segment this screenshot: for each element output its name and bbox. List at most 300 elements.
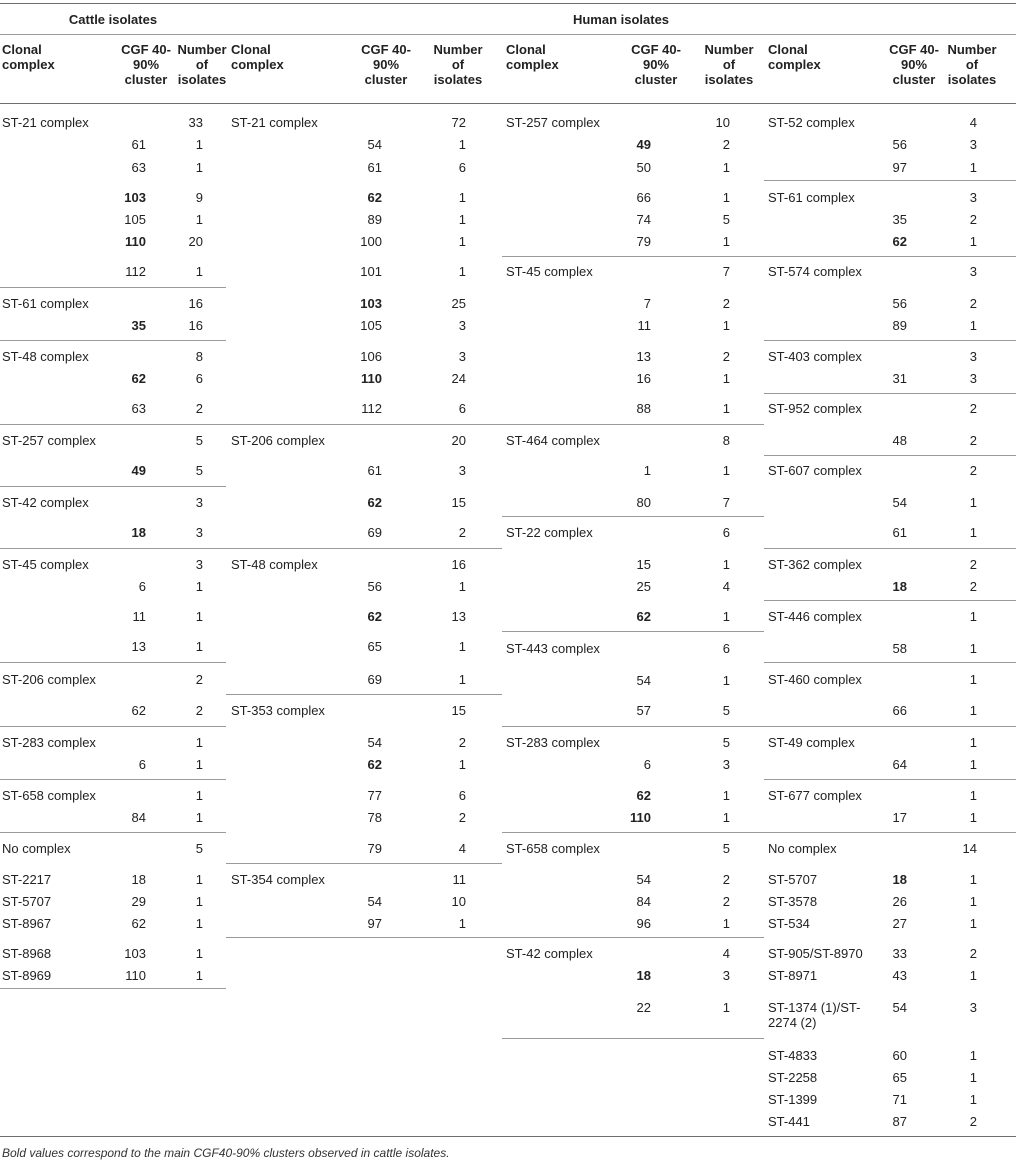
group-title-human: Human isolates bbox=[572, 12, 670, 27]
complex-total-count: 33 bbox=[188, 115, 203, 130]
clonal-complex-label: No complex bbox=[2, 841, 71, 856]
cgf-cluster-value: 62 bbox=[636, 609, 651, 624]
header-clonal-complex: Clonal complex bbox=[2, 42, 55, 72]
cgf-cluster-value: 61 bbox=[367, 463, 382, 478]
row-separator bbox=[502, 937, 764, 938]
isolate-count-value: 2 bbox=[969, 212, 977, 227]
header-number-of-isolates: Number of isolates bbox=[177, 42, 227, 87]
row-separator bbox=[0, 424, 226, 425]
complex-total-count: 4 bbox=[722, 946, 730, 961]
header-number-of-isolates: Number of isolates bbox=[704, 42, 754, 87]
isolate-count-value: 1 bbox=[458, 264, 466, 279]
isolate-count-value: 2 bbox=[722, 137, 730, 152]
isolate-count-value: 3 bbox=[458, 463, 466, 478]
clonal-complex-label: ST-61 complex bbox=[768, 190, 855, 205]
clonal-complex-label: ST-48 complex bbox=[2, 349, 89, 364]
cgf-cluster-value: 26 bbox=[892, 894, 907, 909]
clonal-complex-label: ST-607 complex bbox=[768, 463, 862, 478]
clonal-complex-label: ST-952 complex bbox=[768, 401, 862, 416]
complex-total-count: 6 bbox=[722, 525, 730, 540]
cgf-cluster-value: 18 bbox=[636, 968, 651, 983]
row-separator bbox=[502, 631, 764, 632]
complex-total-count: 8 bbox=[722, 433, 730, 448]
cgf-cluster-value: 58 bbox=[892, 641, 907, 656]
cgf-cluster-value: 62 bbox=[367, 495, 382, 510]
isolate-count-value: 25 bbox=[451, 296, 466, 311]
isolate-count-value: 2 bbox=[969, 296, 977, 311]
complex-total-count: 72 bbox=[451, 115, 466, 130]
cgf-cluster-value: 64 bbox=[892, 757, 907, 772]
cgf-cluster-value: 97 bbox=[892, 160, 907, 175]
cgf-cluster-value: 77 bbox=[367, 788, 382, 803]
isolate-count-value: 1 bbox=[195, 639, 203, 654]
clonal-complex-label: ST-22 complex bbox=[506, 525, 593, 540]
row-separator bbox=[502, 424, 764, 425]
cgf-cluster-value: 110 bbox=[361, 371, 382, 386]
cgf-cluster-value: 112 bbox=[361, 401, 382, 416]
isolate-count-value: 2 bbox=[195, 703, 203, 718]
clonal-complex-label: ST-443 complex bbox=[506, 641, 600, 656]
cgf-cluster-value: 31 bbox=[892, 371, 907, 386]
cgf-cluster-value: 62 bbox=[131, 703, 146, 718]
table-bottom-rule bbox=[0, 1136, 1016, 1137]
cgf-cluster-value: 105 bbox=[360, 318, 382, 333]
isolate-count-value: 1 bbox=[969, 872, 977, 887]
isolate-count-value: 3 bbox=[969, 371, 977, 386]
sequence-type-label: ST-905/ST-8970 bbox=[768, 946, 863, 961]
table-top-rule bbox=[0, 3, 1016, 4]
cgf-cluster-value: 49 bbox=[131, 463, 146, 478]
header-number-of-isolates: Number of isolates bbox=[947, 42, 997, 87]
row-separator bbox=[502, 726, 764, 727]
complex-total-count: 8 bbox=[195, 349, 203, 364]
header-cgf-cluster: CGF 40-90% cluster bbox=[889, 42, 939, 87]
cgf-cluster-value: 66 bbox=[892, 703, 907, 718]
isolate-count-value: 1 bbox=[458, 212, 466, 227]
clonal-complex-label: ST-283 complex bbox=[506, 735, 600, 750]
isolate-count-value: 6 bbox=[458, 160, 466, 175]
row-separator bbox=[764, 832, 1016, 833]
row-separator bbox=[764, 180, 1016, 181]
complex-total-count: 1 bbox=[195, 735, 203, 750]
isolate-count-value: 2 bbox=[722, 894, 730, 909]
cgf-cluster-value: 11 bbox=[132, 609, 146, 624]
isolate-count-value: 1 bbox=[458, 579, 466, 594]
header-clonal-complex: Clonal complex bbox=[231, 42, 284, 72]
clonal-complex-label: ST-353 complex bbox=[231, 703, 325, 718]
cgf-cluster-value: 54 bbox=[367, 137, 382, 152]
row-separator bbox=[764, 726, 1016, 727]
clonal-complex-label: ST-464 complex bbox=[506, 433, 600, 448]
isolate-count-value: 1 bbox=[722, 371, 730, 386]
cgf-cluster-value: 15 bbox=[636, 557, 651, 572]
clonal-complex-label: ST-658 complex bbox=[506, 841, 600, 856]
isolate-count-value: 1 bbox=[458, 672, 466, 687]
cgf-cluster-value: 22 bbox=[636, 1000, 651, 1015]
cgf-cluster-value: 62 bbox=[367, 190, 382, 205]
row-separator bbox=[226, 694, 502, 695]
isolate-count-value: 1 bbox=[969, 757, 977, 772]
isolate-count-value: 1 bbox=[195, 579, 203, 594]
cgf-cluster-value: 65 bbox=[892, 1070, 907, 1085]
isolate-count-value: 1 bbox=[195, 137, 203, 152]
cgf-cluster-value: 78 bbox=[367, 810, 382, 825]
isolate-count-value: 6 bbox=[458, 788, 466, 803]
isolate-count-value: 1 bbox=[722, 401, 730, 416]
isolate-count-value: 6 bbox=[458, 401, 466, 416]
cgf-cluster-value: 11 bbox=[637, 318, 651, 333]
header-cgf-cluster: CGF 40-90% cluster bbox=[631, 42, 681, 87]
cgf-cluster-value: 63 bbox=[131, 160, 146, 175]
cgf-cluster-value: 13 bbox=[131, 639, 146, 654]
complex-total-count: 2 bbox=[195, 672, 203, 687]
sequence-type-label: ST-2258 bbox=[768, 1070, 818, 1085]
clonal-complex-label: ST-49 complex bbox=[768, 735, 855, 750]
row-separator bbox=[0, 779, 226, 780]
cgf-cluster-value: 62 bbox=[131, 916, 146, 931]
cgf-cluster-value: 56 bbox=[367, 579, 382, 594]
cgf-cluster-value: 110 bbox=[125, 968, 146, 983]
complex-total-count: 5 bbox=[195, 841, 203, 856]
cgf-cluster-value: 103 bbox=[360, 296, 382, 311]
clonal-complex-label: ST-52 complex bbox=[768, 115, 855, 130]
isolate-count-value: 1 bbox=[195, 894, 203, 909]
isolate-count-value: 1 bbox=[969, 495, 977, 510]
complex-total-count: 2 bbox=[969, 401, 977, 416]
cgf-cluster-value: 100 bbox=[360, 234, 382, 249]
cgf-cluster-value: 103 bbox=[124, 946, 146, 961]
row-separator bbox=[0, 486, 226, 487]
cgf-cluster-value: 69 bbox=[367, 525, 382, 540]
complex-total-count: 16 bbox=[451, 557, 466, 572]
sequence-type-label: ST-5707 bbox=[768, 872, 818, 887]
isolate-count-value: 2 bbox=[722, 349, 730, 364]
human-group-rule bbox=[226, 34, 1016, 35]
isolate-count-value: 1 bbox=[722, 318, 730, 333]
isolate-count-value: 3 bbox=[722, 968, 730, 983]
cgf-cluster-value: 110 bbox=[125, 234, 146, 249]
row-separator bbox=[226, 548, 502, 549]
isolate-count-value: 1 bbox=[458, 639, 466, 654]
cgf-cluster-value: 61 bbox=[892, 525, 907, 540]
complex-total-count: 5 bbox=[722, 841, 730, 856]
isolate-count-value: 1 bbox=[722, 463, 730, 478]
cgf-cluster-value: 66 bbox=[636, 190, 651, 205]
cgf-cluster-value: 18 bbox=[131, 872, 146, 887]
isolate-count-value: 20 bbox=[188, 234, 203, 249]
clonal-complex-label: ST-362 complex bbox=[768, 557, 862, 572]
clonal-complex-label: ST-42 complex bbox=[506, 946, 593, 961]
row-separator bbox=[226, 863, 502, 864]
complex-total-count: 1 bbox=[969, 672, 977, 687]
complex-total-count: 4 bbox=[969, 115, 977, 130]
row-separator bbox=[764, 340, 1016, 341]
complex-total-count: 5 bbox=[195, 433, 203, 448]
cgf-cluster-value: 74 bbox=[636, 212, 651, 227]
sequence-type-label: ST-8967 bbox=[2, 916, 52, 931]
isolate-count-value: 5 bbox=[195, 463, 203, 478]
complex-total-count: 3 bbox=[195, 557, 203, 572]
clonal-complex-label: ST-460 complex bbox=[768, 672, 862, 687]
cgf-cluster-value: 56 bbox=[892, 296, 907, 311]
cgf-cluster-value: 13 bbox=[636, 349, 651, 364]
sequence-type-label: ST-3578 bbox=[768, 894, 818, 909]
sequence-type-label: ST-5707 bbox=[2, 894, 52, 909]
cgf-cluster-value: 63 bbox=[131, 401, 146, 416]
cgf-cluster-value: 71 bbox=[892, 1092, 907, 1107]
isolate-count-value: 2 bbox=[969, 433, 977, 448]
clonal-complex-label: ST-42 complex bbox=[2, 495, 89, 510]
isolate-count-value: 3 bbox=[195, 525, 203, 540]
complex-total-count: 1 bbox=[969, 788, 977, 803]
cgf-cluster-value: 16 bbox=[636, 371, 651, 386]
isolate-count-value: 1 bbox=[969, 968, 977, 983]
sequence-type-label: ST-1374 (1)/ST-2274 (2) bbox=[768, 1000, 861, 1030]
isolate-count-value: 1 bbox=[969, 160, 977, 175]
sequence-type-label: ST-8969 bbox=[2, 968, 52, 983]
isolate-count-value: 1 bbox=[969, 641, 977, 656]
cgf-cluster-value: 105 bbox=[124, 212, 146, 227]
isolate-count-value: 2 bbox=[458, 525, 466, 540]
clonal-complex-label: ST-206 complex bbox=[2, 672, 96, 687]
isolate-count-value: 2 bbox=[969, 946, 977, 961]
complex-total-count: 2 bbox=[969, 463, 977, 478]
row-separator bbox=[502, 516, 764, 517]
sequence-type-label: ST-534 bbox=[768, 916, 810, 931]
clonal-complex-label: ST-283 complex bbox=[2, 735, 96, 750]
isolate-count-value: 1 bbox=[195, 609, 203, 624]
cgf-cluster-value: 88 bbox=[636, 401, 651, 416]
isolate-count-value: 13 bbox=[451, 609, 466, 624]
cgf-cluster-value: 79 bbox=[636, 234, 651, 249]
cgf-cluster-value: 35 bbox=[131, 318, 146, 333]
clonal-complex-label: ST-45 complex bbox=[506, 264, 593, 279]
isolate-count-value: 2 bbox=[458, 735, 466, 750]
sequence-type-label: ST-8968 bbox=[2, 946, 52, 961]
cgf-cluster-value: 62 bbox=[367, 757, 382, 772]
row-separator bbox=[0, 548, 226, 549]
header-clonal-complex: Clonal complex bbox=[768, 42, 821, 72]
complex-total-count: 3 bbox=[195, 495, 203, 510]
cgf-cluster-value: 62 bbox=[636, 788, 651, 803]
clonal-complex-label: ST-61 complex bbox=[2, 296, 89, 311]
isolate-count-value: 4 bbox=[722, 579, 730, 594]
isolate-count-value: 1 bbox=[722, 916, 730, 931]
isolate-count-value: 1 bbox=[722, 1000, 730, 1015]
isolate-count-value: 1 bbox=[722, 234, 730, 249]
complex-total-count: 1 bbox=[969, 609, 977, 624]
header-cgf-cluster: CGF 40-90% cluster bbox=[121, 42, 171, 87]
isolate-count-value: 1 bbox=[969, 810, 977, 825]
isolate-count-value: 1 bbox=[458, 916, 466, 931]
complex-total-count: 7 bbox=[722, 264, 730, 279]
header-clonal-complex: Clonal complex bbox=[506, 42, 559, 72]
header-cgf-cluster: CGF 40-90% cluster bbox=[361, 42, 411, 87]
isolate-count-value: 16 bbox=[188, 318, 203, 333]
isolate-count-value: 2 bbox=[458, 810, 466, 825]
isolate-count-value: 1 bbox=[195, 946, 203, 961]
clonal-complex-label: ST-658 complex bbox=[2, 788, 96, 803]
isolate-count-value: 1 bbox=[722, 190, 730, 205]
isolate-count-value: 1 bbox=[969, 1048, 977, 1063]
cgf-cluster-value: 6 bbox=[138, 757, 146, 772]
complex-total-count: 15 bbox=[451, 703, 466, 718]
cgf-cluster-value: 48 bbox=[892, 433, 907, 448]
isolate-count-value: 2 bbox=[722, 296, 730, 311]
cgf-cluster-value: 97 bbox=[367, 916, 382, 931]
row-separator bbox=[764, 600, 1016, 601]
cgf-cluster-value: 54 bbox=[892, 1000, 907, 1015]
cgf-cluster-value: 17 bbox=[892, 810, 907, 825]
isolate-count-value: 1 bbox=[195, 757, 203, 772]
cgf-cluster-value: 61 bbox=[367, 160, 382, 175]
isolate-count-value: 5 bbox=[722, 703, 730, 718]
row-separator bbox=[0, 340, 226, 341]
cgf-cluster-value: 7 bbox=[643, 296, 651, 311]
cgf-cluster-value: 29 bbox=[131, 894, 146, 909]
cgf-cluster-value: 106 bbox=[360, 349, 382, 364]
clonal-complex-label: No complex bbox=[768, 841, 837, 856]
isolate-count-value: 3 bbox=[969, 1000, 977, 1015]
cgf-cluster-value: 84 bbox=[131, 810, 146, 825]
isolate-count-value: 1 bbox=[458, 757, 466, 772]
isolate-count-value: 1 bbox=[969, 894, 977, 909]
cgf-cluster-value: 62 bbox=[892, 234, 907, 249]
isolate-count-value: 1 bbox=[458, 234, 466, 249]
cgf-cluster-value: 61 bbox=[131, 137, 146, 152]
cgf-cluster-value: 35 bbox=[892, 212, 907, 227]
isolate-count-value: 3 bbox=[458, 349, 466, 364]
cgf-cluster-value: 60 bbox=[892, 1048, 907, 1063]
cgf-cluster-value: 80 bbox=[636, 495, 651, 510]
complex-total-count: 1 bbox=[969, 735, 977, 750]
header-number-of-isolates: Number of isolates bbox=[433, 42, 483, 87]
sequence-type-label: ST-4833 bbox=[768, 1048, 818, 1063]
complex-total-count: 20 bbox=[451, 433, 466, 448]
complex-total-count: 16 bbox=[188, 296, 203, 311]
isolate-count-value: 1 bbox=[969, 234, 977, 249]
row-separator bbox=[764, 662, 1016, 663]
isolate-count-value: 1 bbox=[722, 609, 730, 624]
header-bottom-rule bbox=[0, 103, 1016, 104]
isolate-count-value: 1 bbox=[722, 788, 730, 803]
clonal-complex-label: ST-45 complex bbox=[2, 557, 89, 572]
row-separator bbox=[226, 937, 502, 938]
clonal-complex-label: ST-257 complex bbox=[2, 433, 96, 448]
isolate-count-value: 6 bbox=[195, 371, 203, 386]
clonal-complex-label: ST-403 complex bbox=[768, 349, 862, 364]
complex-total-count: 3 bbox=[969, 349, 977, 364]
complex-total-count: 14 bbox=[962, 841, 977, 856]
isolate-count-value: 10 bbox=[451, 894, 466, 909]
cgf-cluster-value: 87 bbox=[892, 1114, 907, 1129]
isolate-count-value: 7 bbox=[722, 495, 730, 510]
isolate-count-value: 1 bbox=[722, 673, 730, 688]
cgf-cluster-value: 103 bbox=[124, 190, 146, 205]
complex-total-count: 11 bbox=[452, 872, 466, 887]
cgf-cluster-value: 54 bbox=[367, 894, 382, 909]
isolate-count-value: 15 bbox=[451, 495, 466, 510]
isolate-count-value: 24 bbox=[451, 371, 466, 386]
cgf-cluster-value: 1 bbox=[643, 463, 651, 478]
isolate-count-value: 1 bbox=[722, 557, 730, 572]
isolate-count-value: 1 bbox=[195, 968, 203, 983]
isolate-count-value: 3 bbox=[722, 757, 730, 772]
complex-total-count: 10 bbox=[715, 115, 730, 130]
cgf-cluster-value: 27 bbox=[892, 916, 907, 931]
clonal-complex-label: ST-574 complex bbox=[768, 264, 862, 279]
cgf-cluster-value: 18 bbox=[892, 872, 907, 887]
isolate-count-value: 2 bbox=[969, 1114, 977, 1129]
isolate-count-value: 1 bbox=[969, 916, 977, 931]
isolate-count-value: 1 bbox=[195, 916, 203, 931]
row-separator bbox=[502, 1038, 764, 1039]
isolate-count-value: 1 bbox=[969, 525, 977, 540]
cgf-cluster-value: 54 bbox=[636, 673, 651, 688]
cgf-cluster-value: 84 bbox=[636, 894, 651, 909]
cgf-cluster-value: 96 bbox=[636, 916, 651, 931]
table-footnote: Bold values correspond to the main CGF40-90% clusters observed in cattle isolates. bbox=[2, 1146, 450, 1160]
row-separator bbox=[764, 548, 1016, 549]
cgf-cluster-value: 54 bbox=[367, 735, 382, 750]
cgf-cluster-value: 89 bbox=[367, 212, 382, 227]
isolate-count-value: 1 bbox=[195, 810, 203, 825]
cgf-cluster-value: 33 bbox=[892, 946, 907, 961]
clonal-complex-label: ST-354 complex bbox=[231, 872, 325, 887]
clonal-complex-label: ST-257 complex bbox=[506, 115, 600, 130]
cgf-cluster-value: 49 bbox=[636, 137, 651, 152]
clonal-complex-label: ST-21 complex bbox=[2, 115, 89, 130]
cgf-cluster-value: 54 bbox=[892, 495, 907, 510]
clonal-complex-label: ST-677 complex bbox=[768, 788, 862, 803]
cgf-cluster-value: 62 bbox=[131, 371, 146, 386]
cgf-cluster-value: 18 bbox=[131, 525, 146, 540]
isolate-count-value: 1 bbox=[195, 212, 203, 227]
cgf-cluster-value: 62 bbox=[367, 609, 382, 624]
cgf-cluster-value: 25 bbox=[636, 579, 651, 594]
complex-total-count: 1 bbox=[195, 788, 203, 803]
sequence-type-label: ST-441 bbox=[768, 1114, 810, 1129]
isolate-count-value: 2 bbox=[195, 401, 203, 416]
complex-total-count: 2 bbox=[969, 557, 977, 572]
cgf-cluster-value: 56 bbox=[892, 137, 907, 152]
cgf-cluster-value: 6 bbox=[643, 757, 651, 772]
isolate-count-value: 1 bbox=[195, 872, 203, 887]
isolate-count-value: 9 bbox=[195, 190, 203, 205]
cgf-cluster-value: 101 bbox=[360, 264, 382, 279]
cgf-cluster-value: 18 bbox=[892, 579, 907, 594]
cgf-cluster-value: 50 bbox=[636, 160, 651, 175]
isolate-count-value: 2 bbox=[969, 579, 977, 594]
cgf-cluster-value: 69 bbox=[367, 672, 382, 687]
clonal-complex-label: ST-206 complex bbox=[231, 433, 325, 448]
isolate-count-value: 1 bbox=[969, 1070, 977, 1085]
sequence-type-label: ST-8971 bbox=[768, 968, 818, 983]
isolate-count-value: 1 bbox=[195, 160, 203, 175]
cgf-cluster-value: 89 bbox=[892, 318, 907, 333]
isolate-count-value: 4 bbox=[458, 841, 466, 856]
row-separator bbox=[764, 455, 1016, 456]
sequence-type-label: ST-2217 bbox=[2, 872, 52, 887]
cgf-cluster-value: 79 bbox=[367, 841, 382, 856]
isolate-count-value: 1 bbox=[458, 190, 466, 205]
isolate-count-value: 1 bbox=[195, 264, 203, 279]
clonal-complex-label: ST-21 complex bbox=[231, 115, 318, 130]
isolate-count-value: 1 bbox=[969, 703, 977, 718]
isolate-count-value: 5 bbox=[722, 212, 730, 227]
cgf-cluster-value: 57 bbox=[636, 703, 651, 718]
row-separator bbox=[0, 988, 226, 989]
